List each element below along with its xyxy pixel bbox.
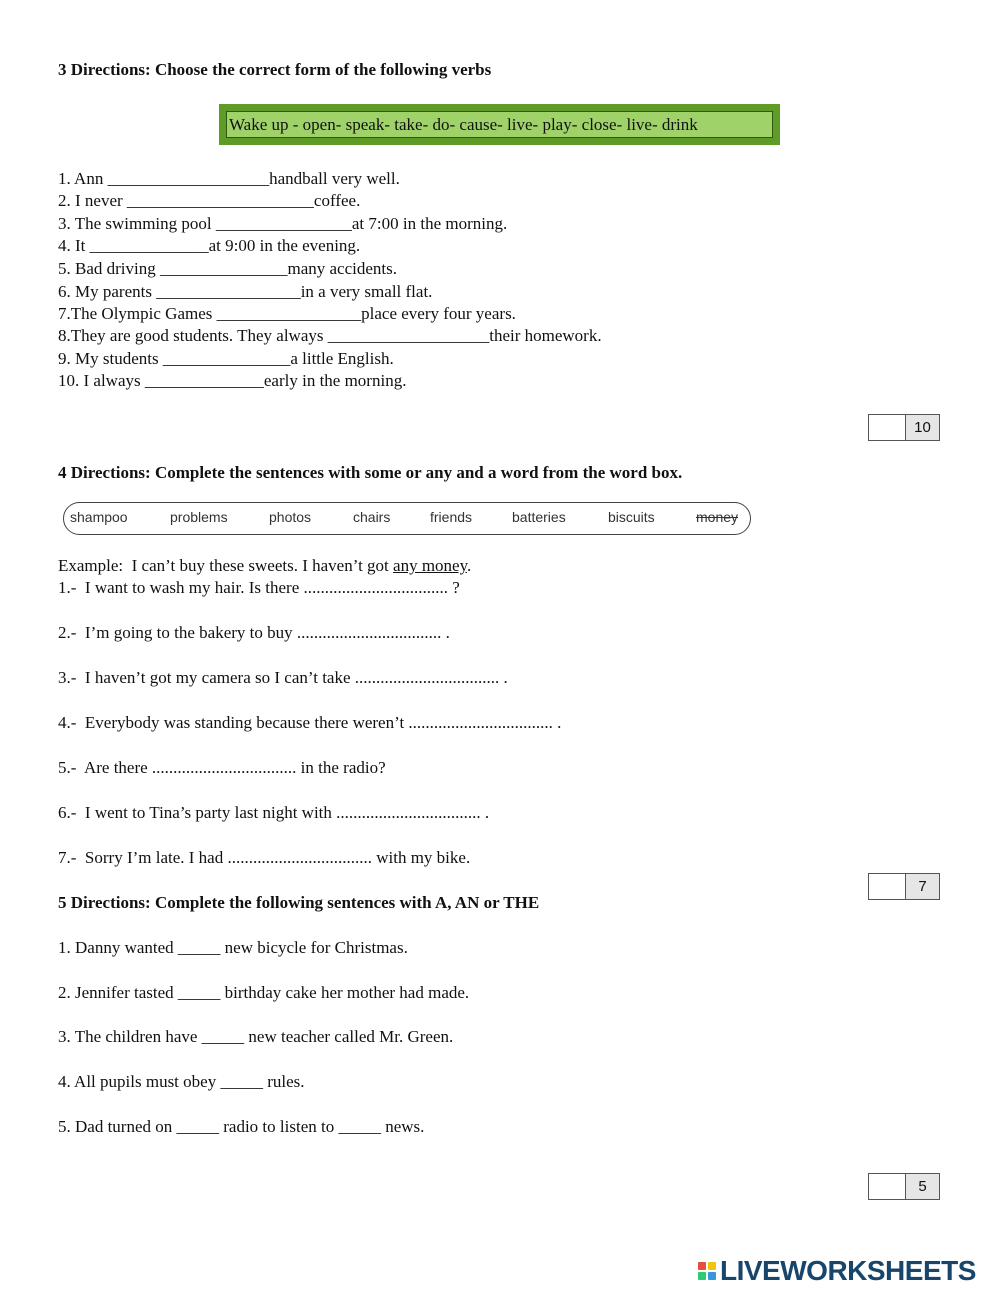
s4-item-5: 5.- Are there .................................. in the radio?	[58, 758, 386, 777]
section-4-heading: 4 Directions: Complete the sentences with some or any and a word from the word box.	[58, 463, 683, 482]
score-box-section-5	[868, 1173, 940, 1200]
logo-block	[698, 1272, 706, 1280]
logo-blocks-icon	[698, 1262, 716, 1280]
s3-item-9: 9. My students _______________a little English.	[58, 349, 394, 368]
s3-item-1: 1. Ann ___________________handball very well.	[58, 169, 400, 188]
s3-item-2: 2. I never ______________________coffee.	[58, 191, 361, 210]
s3-item-3: 3. The swimming pool ________________at 7:00 in the morning.	[58, 214, 508, 233]
word-item: photos	[269, 509, 312, 525]
score-total: 5	[906, 1174, 939, 1199]
example-line	[58, 556, 471, 576]
s3-item-4: 4. It ______________at 9:00 in the evening.	[58, 236, 361, 255]
s5-item-3: 3. The children have _____ new teacher called Mr. Green.	[58, 1027, 454, 1046]
s3-item-5: 5. Bad driving _______________many accidents.	[58, 259, 398, 278]
section-5-heading: 5 Directions: Complete the following sentences with A, AN or THE	[58, 893, 540, 912]
verb-box-text: Wake up - open- speak- take- do- cause- live- play- close- live- drink	[226, 111, 773, 138]
word-item: biscuits	[608, 509, 655, 525]
word-item: friends	[430, 509, 473, 525]
word-item-crossed: money	[696, 509, 739, 525]
score-total: 7	[906, 874, 939, 899]
score-box-section-3	[868, 414, 940, 441]
word-item: batteries	[512, 509, 566, 525]
s3-item-6: 6. My parents _________________in a very small flat.	[58, 282, 433, 301]
s4-item-3: 3.- I haven’t got my camera so I can’t take .................................. .	[58, 668, 508, 687]
s5-item-2: 2. Jennifer tasted _____ birthday cake her mother had made.	[58, 983, 470, 1002]
s5-item-1: 1. Danny wanted _____ new bicycle for Christmas.	[58, 938, 408, 957]
s4-item-6: 6.- I went to Tina’s party last night with .................................. .	[58, 803, 490, 822]
verb-box	[219, 104, 780, 145]
section-3-heading: 3 Directions: Choose the correct form of the following verbs	[58, 60, 492, 79]
word-item: problems	[170, 509, 228, 525]
score-input[interactable]	[869, 874, 906, 899]
score-total: 10	[906, 415, 939, 440]
s3-item-7: 7.The Olympic Games _________________place every four years.	[58, 304, 516, 323]
logo-block	[708, 1272, 716, 1280]
score-box-section-4	[868, 873, 940, 900]
liveworksheets-logo[interactable]	[698, 1254, 976, 1288]
s4-item-4: 4.- Everybody was standing because there weren’t .................................. .	[58, 713, 562, 732]
s4-item-1: 1.- I want to wash my hair. Is there .................................. ?	[58, 578, 460, 597]
example-prefix: Example: I can’t buy these sweets. I haven’t got	[58, 556, 394, 575]
example-answer: any money	[393, 556, 467, 575]
s5-item-4: 4. All pupils must obey _____ rules.	[58, 1072, 305, 1091]
logo-text: LIVEWORKSHEETS	[720, 1255, 976, 1286]
word-item: shampoo	[70, 509, 128, 525]
example-suffix: .	[467, 556, 472, 575]
logo-block	[708, 1262, 716, 1270]
word-box	[63, 502, 751, 535]
score-input[interactable]	[869, 415, 906, 440]
score-input[interactable]	[869, 1174, 906, 1199]
s3-item-8: 8.They are good students. They always ___________________their homework.	[58, 326, 602, 345]
s4-item-7: 7.- Sorry I’m late. I had .................................. with my bike.	[58, 848, 471, 867]
s4-item-2: 2.- I’m going to the bakery to buy .................................. .	[58, 623, 450, 642]
logo-block	[698, 1262, 706, 1270]
s5-item-5: 5. Dad turned on _____ radio to listen to _____ news.	[58, 1117, 425, 1136]
s3-item-10: 10. I always ______________early in the morning.	[58, 371, 407, 390]
word-item: chairs	[353, 509, 391, 525]
